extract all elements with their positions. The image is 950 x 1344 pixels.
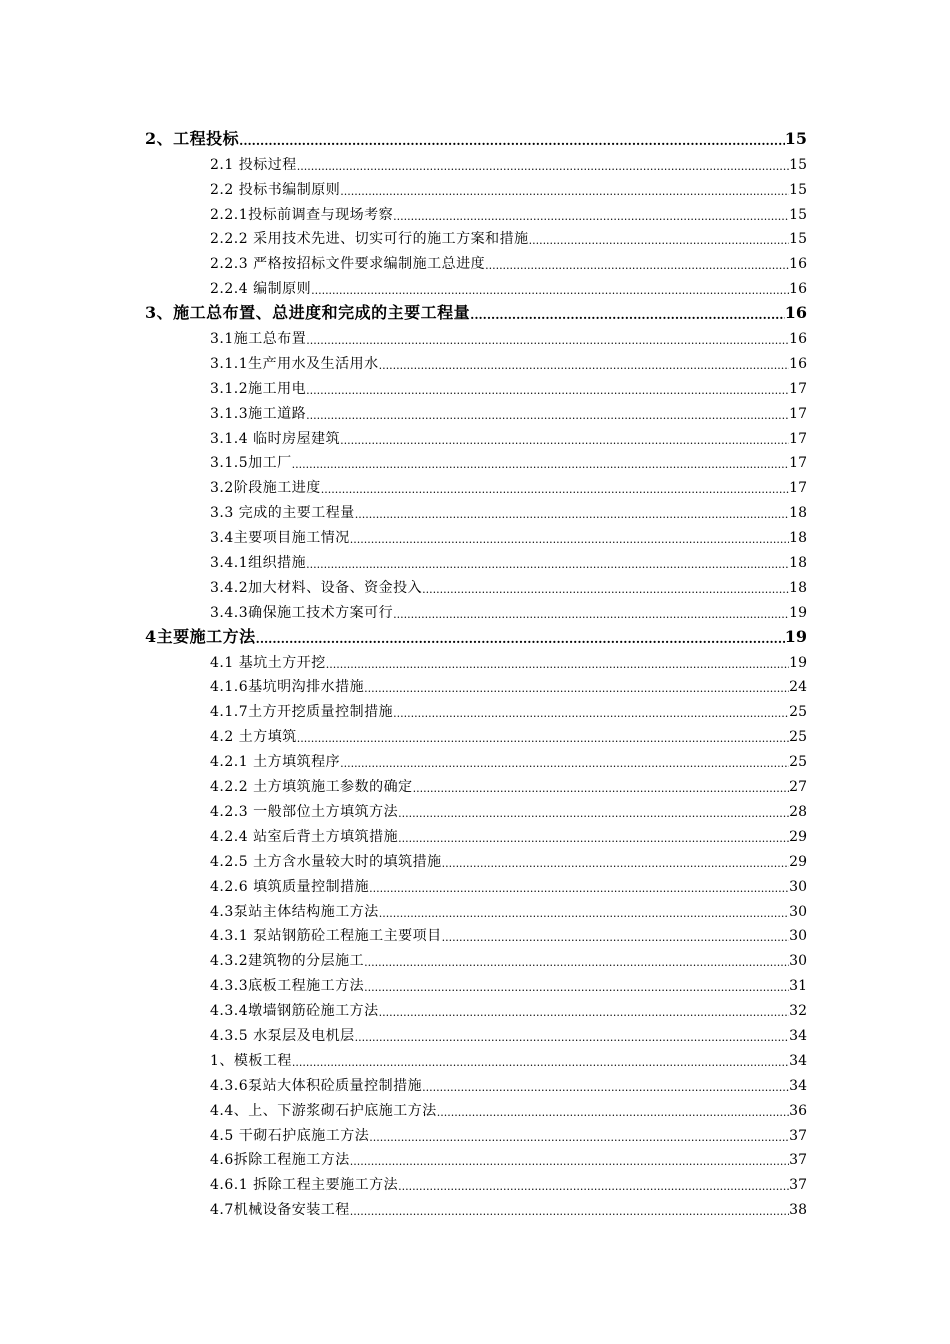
toc-section-entry[interactable] (0, 1070, 950, 1095)
toc-entry-leader (239, 135, 785, 149)
toc-entry-leader (340, 758, 789, 771)
toc-entry-page: 37 (789, 1152, 807, 1169)
toc-entry-leader (364, 982, 789, 995)
toc-section-entry[interactable] (0, 945, 950, 970)
toc-section-entry[interactable] (0, 472, 950, 497)
toc-entry-page: 34 (789, 1077, 807, 1094)
toc-entry-title: 4.2.4 站室后背土方填筑措施 (210, 828, 399, 845)
toc-entry-leader (437, 1107, 789, 1120)
toc-entry-page: 16 (784, 303, 807, 323)
toc-section-entry[interactable] (0, 398, 950, 423)
toc-entry-leader (311, 285, 789, 298)
toc-entry-leader (379, 360, 790, 373)
toc-entry-leader (297, 161, 789, 174)
toc-entry-leader (340, 435, 789, 448)
toc-section-entry[interactable] (0, 1045, 950, 1070)
toc-entry-title: 3.1.4 临时房屋建筑 (210, 430, 341, 447)
toc-entry-page: 24 (789, 679, 807, 696)
toc-section-entry[interactable] (0, 821, 950, 846)
toc-entry-page: 30 (789, 903, 807, 920)
toc-section-entry[interactable] (0, 796, 950, 821)
toc-entry-leader (350, 534, 789, 547)
toc-entry-page: 15 (789, 181, 807, 198)
toc-entry-leader (306, 410, 789, 423)
toc-entry-title: 3.1施工总布置 (210, 331, 307, 348)
toc-entry-title: 3.4.2加大材料、设备、资金投入 (210, 579, 423, 596)
toc-entry-leader (398, 833, 789, 846)
toc-entry-page: 17 (789, 405, 807, 422)
toc-entry-leader (369, 1132, 789, 1145)
toc-section-entry[interactable] (0, 572, 950, 597)
toc-entry-page: 30 (789, 878, 807, 895)
toc-entry-page: 17 (789, 430, 807, 447)
toc-section-entry[interactable] (0, 746, 950, 771)
toc-entry-title: 4.2.1 土方填筑程序 (210, 754, 341, 771)
toc-section-entry[interactable] (0, 522, 950, 547)
toc-entry-leader (393, 211, 789, 224)
toc-entry-leader (422, 1082, 789, 1095)
toc-section-entry[interactable] (0, 547, 950, 572)
toc-section-entry[interactable] (0, 1120, 950, 1145)
toc-entry-leader (379, 908, 789, 921)
toc-section-entry[interactable] (0, 174, 950, 199)
toc-entry-page: 16 (789, 256, 807, 273)
toc-entry-leader (306, 559, 789, 572)
toc-entry-page: 29 (789, 853, 807, 870)
toc-entry-title: 3.1.1生产用水及生活用水 (210, 355, 379, 372)
toc-entry-title: 4.5 干砌石护底施工方法 (210, 1127, 370, 1144)
toc-entry-page: 19 (789, 654, 807, 671)
toc-entry-title: 4.2.3 一般部位土方填筑方法 (210, 803, 399, 820)
toc-entry-title: 4主要施工方法 (145, 626, 256, 646)
toc-entry-leader (297, 733, 789, 746)
toc-entry-page: 18 (789, 530, 807, 547)
toc-section-entry[interactable] (0, 248, 950, 273)
toc-entry-page: 19 (784, 626, 807, 646)
toc-section-entry[interactable] (0, 871, 950, 896)
toc-entry-page: 16 (789, 331, 807, 348)
toc-chapter-entry[interactable] (0, 124, 950, 149)
toc-entry-leader (422, 584, 789, 597)
toc-section-entry[interactable] (0, 672, 950, 697)
toc-entry-title: 3.3 完成的主要工程量 (210, 505, 355, 522)
toc-entry-title: 4.6拆除工程施工方法 (210, 1152, 350, 1169)
toc-entry-leader (364, 957, 789, 970)
toc-entry-title: 4.1.6基坑明沟排水措施 (210, 679, 365, 696)
toc-section-entry[interactable] (0, 1095, 950, 1120)
toc-entry-leader (413, 783, 790, 796)
toc-section-entry[interactable] (0, 1145, 950, 1170)
toc-section-entry[interactable] (0, 1169, 950, 1194)
toc-entry-title: 2.2.4 编制原则 (210, 281, 312, 298)
toc-entry-page: 19 (789, 604, 807, 621)
toc-entry-page: 32 (789, 1003, 807, 1020)
table-of-contents (0, 124, 950, 1219)
toc-entry-title: 1、模板工程 (210, 1052, 292, 1069)
toc-entry-page: 16 (789, 355, 807, 372)
toc-entry-leader (326, 659, 789, 672)
toc-entry-title: 4.3.2建筑物的分层施工 (210, 953, 365, 970)
toc-entry-title: 3.1.3施工道路 (210, 405, 307, 422)
toc-entry-title: 2.2.3 严格按招标文件要求编制施工总进度 (210, 256, 486, 273)
toc-entry-title: 3.2阶段施工进度 (210, 480, 321, 497)
toc-entry-leader (470, 309, 785, 323)
toc-entry-page: 15 (789, 206, 807, 223)
toc-entry-leader (379, 1007, 790, 1020)
toc-section-entry[interactable] (0, 348, 950, 373)
toc-entry-title: 2.2.2 采用技术先进、切实可行的施工方案和措施 (210, 231, 529, 248)
toc-entry-page: 15 (789, 156, 807, 173)
toc-section-entry[interactable] (0, 1020, 950, 1045)
toc-entry-leader (340, 186, 789, 199)
toc-section-entry[interactable] (0, 1194, 950, 1219)
toc-section-entry[interactable] (0, 921, 950, 946)
toc-entry-leader (393, 708, 789, 721)
toc-entry-title: 4.7机械设备安装工程 (210, 1202, 350, 1219)
toc-entry-title: 2.2.1投标前调查与现场考察 (210, 206, 394, 223)
toc-entry-leader (306, 385, 789, 398)
toc-section-entry[interactable] (0, 696, 950, 721)
toc-entry-page: 16 (789, 281, 807, 298)
toc-entry-page: 17 (789, 380, 807, 397)
toc-entry-leader (306, 335, 789, 348)
toc-entry-title: 4.3泵站主体结构施工方法 (210, 903, 379, 920)
toc-section-entry[interactable] (0, 423, 950, 448)
toc-section-entry[interactable] (0, 597, 950, 622)
toc-entry-title: 4.4、上、下游浆砌石护底施工方法 (210, 1102, 437, 1119)
toc-entry-title: 4.2.5 土方含水量较大时的填筑措施 (210, 853, 442, 870)
toc-entry-page: 15 (784, 128, 807, 148)
toc-entry-leader (398, 1181, 789, 1194)
toc-entry-title: 4.3.1 泵站钢筋砼工程施工主要项目 (210, 928, 442, 945)
toc-entry-page: 30 (789, 928, 807, 945)
toc-entry-title: 4.6.1 拆除工程主要施工方法 (210, 1177, 399, 1194)
toc-entry-title: 4.1.7土方开挖质量控制措施 (210, 704, 394, 721)
toc-entry-page: 27 (789, 779, 807, 796)
toc-entry-title: 2.1 投标过程 (210, 156, 297, 173)
toc-entry-leader (364, 683, 789, 696)
toc-section-entry[interactable] (0, 771, 950, 796)
toc-entry-page: 31 (789, 978, 807, 995)
toc-entry-page: 17 (789, 480, 807, 497)
toc-entry-title: 4.3.4墩墙钢筋砼施工方法 (210, 1003, 379, 1020)
toc-entry-title: 3.4.1组织措施 (210, 555, 307, 572)
toc-entry-leader (485, 260, 789, 273)
toc-entry-page: 18 (789, 579, 807, 596)
toc-entry-leader (442, 858, 790, 871)
toc-entry-leader (355, 509, 789, 522)
toc-entry-title: 3.4主要项目施工情况 (210, 530, 350, 547)
toc-entry-page: 18 (789, 555, 807, 572)
toc-section-entry[interactable] (0, 846, 950, 871)
toc-entry-title: 4.3.5 水泵层及电机层 (210, 1027, 355, 1044)
toc-section-entry[interactable] (0, 323, 950, 348)
toc-entry-title: 4.3.6泵站大体积砼质量控制措施 (210, 1077, 423, 1094)
toc-entry-leader (442, 932, 790, 945)
toc-entry-leader (393, 609, 789, 622)
toc-entry-page: 38 (789, 1202, 807, 1219)
toc-chapter-entry[interactable] (0, 622, 950, 647)
toc-section-entry[interactable] (0, 149, 950, 174)
toc-entry-title: 4.2 土方填筑 (210, 729, 297, 746)
toc-section-entry[interactable] (0, 373, 950, 398)
toc-entry-leader (256, 633, 785, 647)
toc-entry-title: 3.1.2施工用电 (210, 380, 307, 397)
toc-entry-page: 37 (789, 1127, 807, 1144)
toc-section-entry[interactable] (0, 497, 950, 522)
toc-entry-page: 29 (789, 828, 807, 845)
toc-entry-page: 28 (789, 803, 807, 820)
toc-entry-page: 17 (789, 455, 807, 472)
toc-entry-title: 2、工程投标 (145, 128, 240, 148)
toc-entry-page: 34 (789, 1052, 807, 1069)
toc-section-entry[interactable] (0, 721, 950, 746)
toc-entry-page: 36 (789, 1102, 807, 1119)
toc-entry-page: 37 (789, 1177, 807, 1194)
toc-chapter-entry[interactable] (0, 298, 950, 323)
toc-section-entry[interactable] (0, 647, 950, 672)
toc-section-entry[interactable] (0, 224, 950, 249)
toc-entry-page: 30 (789, 953, 807, 970)
toc-entry-leader (350, 1206, 789, 1219)
toc-section-entry[interactable] (0, 199, 950, 224)
toc-entry-page: 18 (789, 505, 807, 522)
toc-entry-title: 4.2.2 土方填筑施工参数的确定 (210, 779, 413, 796)
toc-entry-leader (398, 808, 789, 821)
toc-section-entry[interactable] (0, 273, 950, 298)
toc-entry-title: 3、施工总布置、总进度和完成的主要工程量 (145, 303, 471, 323)
toc-entry-title: 4.2.6 填筑质量控制措施 (210, 878, 370, 895)
toc-entry-leader (321, 484, 789, 497)
toc-entry-leader (355, 1032, 790, 1045)
toc-entry-leader (529, 235, 790, 248)
toc-entry-title: 2.2 投标书编制原则 (210, 181, 341, 198)
toc-section-entry[interactable] (0, 896, 950, 921)
toc-entry-title: 3.1.5加工厂 (210, 455, 292, 472)
toc-entry-title: 3.4.3确保施工技术方案可行 (210, 604, 394, 621)
toc-section-entry[interactable] (0, 995, 950, 1020)
toc-entry-title: 4.3.3底板工程施工方法 (210, 978, 365, 995)
toc-entry-page: 25 (789, 754, 807, 771)
toc-entry-leader (350, 1156, 789, 1169)
toc-entry-leader (369, 883, 789, 896)
toc-entry-leader (292, 1057, 789, 1070)
toc-entry-page: 34 (789, 1027, 807, 1044)
toc-entry-page: 15 (789, 231, 807, 248)
toc-entry-page: 25 (789, 729, 807, 746)
toc-section-entry[interactable] (0, 970, 950, 995)
toc-entry-page: 25 (789, 704, 807, 721)
toc-section-entry[interactable] (0, 448, 950, 473)
toc-entry-leader (292, 459, 790, 472)
toc-entry-title: 4.1 基坑土方开挖 (210, 654, 326, 671)
